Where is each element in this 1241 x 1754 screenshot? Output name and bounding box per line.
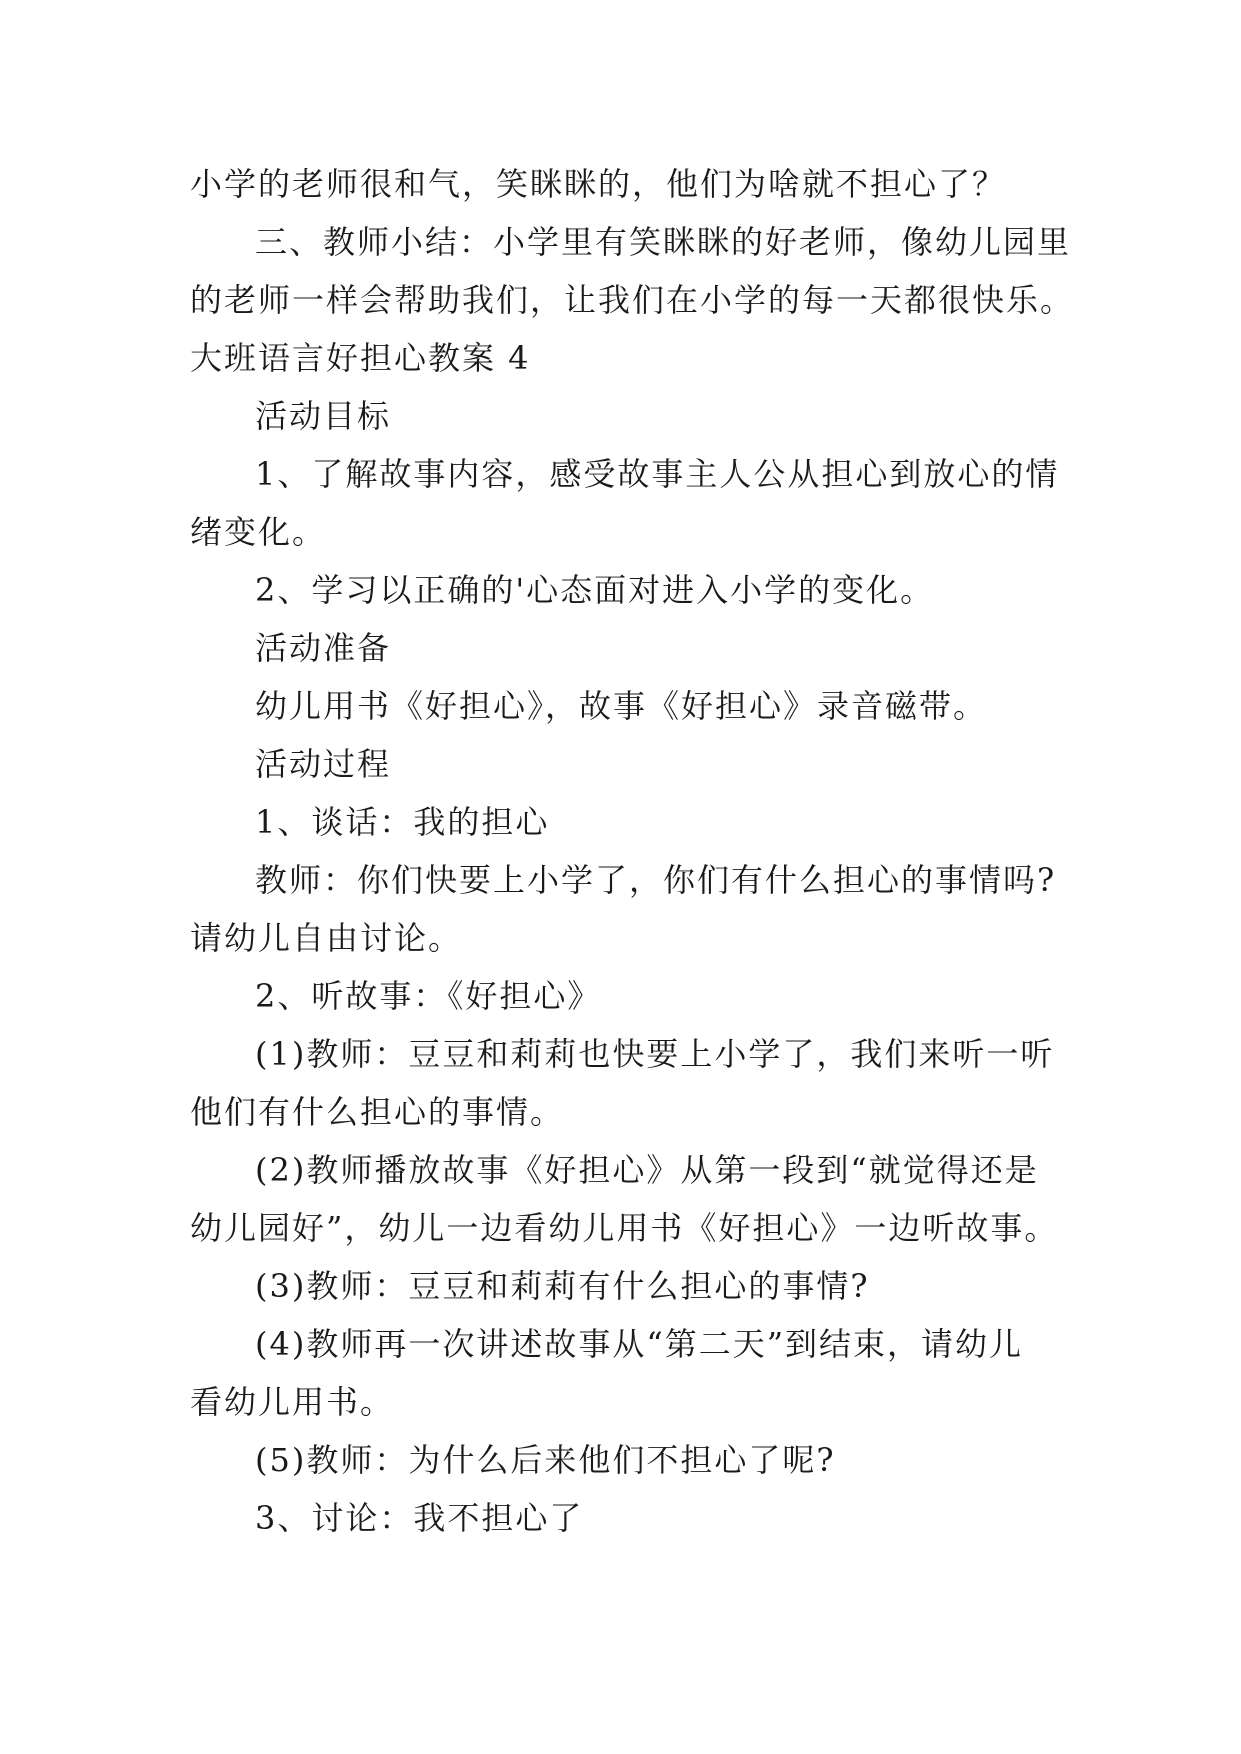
paragraph-line: 2、听故事：《好担心》	[255, 977, 602, 1015]
paragraph-line: 1、了解故事内容，感受故事主人公从担心到放心的情	[255, 455, 1060, 493]
paragraph-line: 看幼儿用书。	[190, 1383, 395, 1421]
subheading: 活动过程	[255, 745, 392, 783]
paragraph-line: 的老师一样会帮助我们，让我们在小学的每一天都很快乐。	[190, 281, 1075, 319]
paragraph-line: 幼儿园好”，幼儿一边看幼儿用书《好担心》一边听故事。	[190, 1209, 1059, 1247]
paragraph-line: (1)教师：豆豆和莉莉也快要上小学了，我们来听一听	[255, 1035, 1055, 1073]
paragraph-line: 1、谈话：我的担心	[255, 803, 550, 841]
paragraph-line: 绪变化。	[190, 513, 327, 551]
subheading: 活动目标	[255, 397, 392, 435]
subheading: 活动准备	[255, 629, 392, 667]
paragraph-line: 小学的老师很和气，笑眯眯的，他们为啥就不担心了？	[190, 165, 1007, 203]
section-heading: 大班语言好担心教案 4	[190, 339, 531, 377]
paragraph-line: 幼儿用书《好担心》，故事《好担心》录音磁带。	[255, 687, 988, 725]
paragraph-line: (2)教师播放故事《好担心》从第一段到“就觉得还是	[255, 1151, 1039, 1189]
paragraph-line: (5)教师：为什么后来他们不担心了呢?	[255, 1441, 836, 1479]
paragraph-line: 3、讨论：我不担心了	[255, 1499, 584, 1537]
paragraph-line: 2、学习以正确的'心态面对进入小学的变化。	[255, 571, 935, 609]
paragraph-line: 他们有什么担心的事情。	[190, 1093, 565, 1131]
paragraph-line: 教师：你们快要上小学了，你们有什么担心的事情吗?	[255, 861, 1057, 899]
paragraph-line: 三、教师小结：小学里有笑眯眯的好老师，像幼儿园里	[255, 223, 1072, 261]
paragraph-line: (4)教师再一次讲述故事从“第二天”到结束，请幼儿	[255, 1325, 1024, 1363]
paragraph-line: 请幼儿自由讨论。	[190, 919, 463, 957]
paragraph-line: (3)教师：豆豆和莉莉有什么担心的事情?	[255, 1267, 870, 1305]
